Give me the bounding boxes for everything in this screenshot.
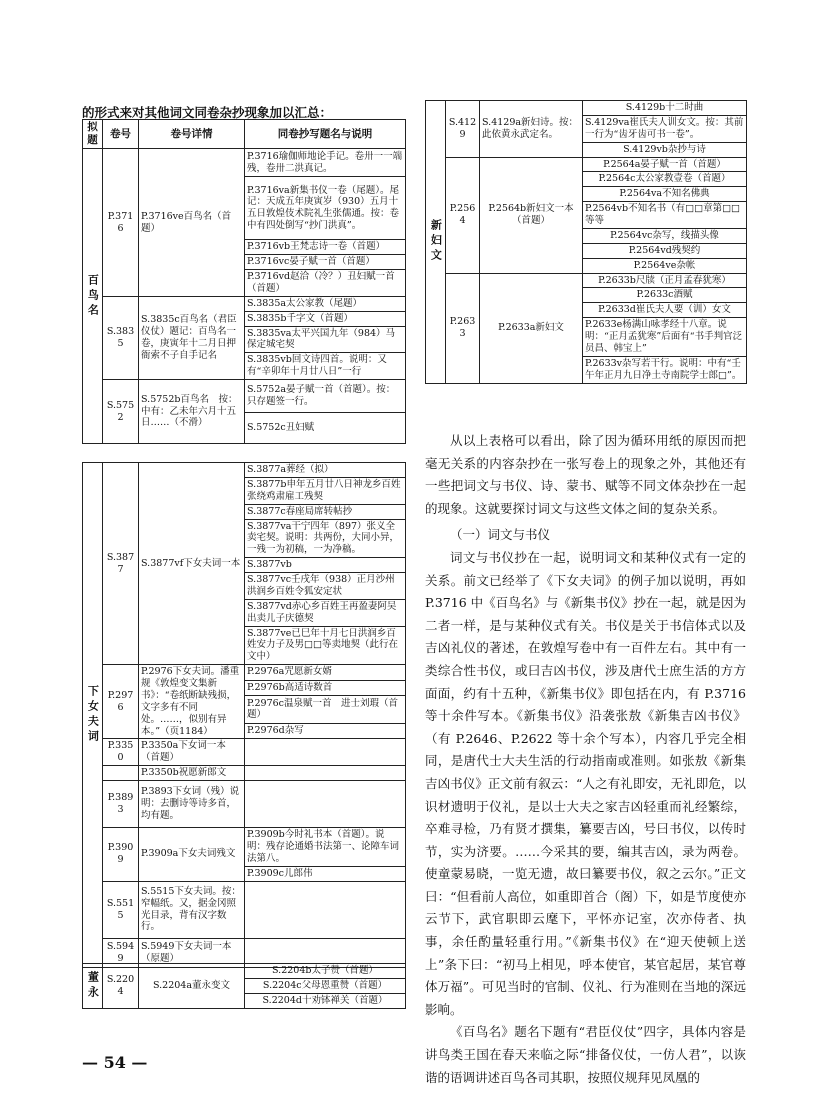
same-cell: P.3716瑜伽师地论手记。卷卅一一端残，卷卅二洪真记。 xyxy=(245,149,406,177)
detail-cell: P.2564b新妇文一本（首题） xyxy=(480,157,583,273)
same-cell: S.2204d十劝钵禅关（首题） xyxy=(245,993,406,1008)
header-volume: 卷号 xyxy=(103,120,139,149)
same-cell: S.5752c丑妇赋 xyxy=(245,413,406,444)
same-cell: S.4129b十二时曲 xyxy=(583,101,747,116)
same-cell: P.2564va不知名佛典 xyxy=(583,187,747,202)
section-heading: （一）词文与书仪 xyxy=(450,527,551,543)
same-cell: S.5752a晏子赋一首（首题）。按：只存题签一行。 xyxy=(245,380,406,413)
same-cell: P.2564vc杂写，线描头像 xyxy=(583,228,747,243)
detail-cell: P.3716ve百鸟名（首题） xyxy=(139,149,245,297)
same-cell: P.2976d杂写 xyxy=(245,723,406,739)
volume-cell: S.5515 xyxy=(103,881,139,938)
same-cell: P.3716vc晏子赋一首（首题） xyxy=(245,255,406,270)
same-cell-empty xyxy=(245,739,406,766)
same-cell: S.4129va崔氏夫人训女文。按：其前一行为“齿牙齿可书一卷”。 xyxy=(583,115,747,142)
same-cell: P.3716va新集书仪一卷（尾题）。尾记：天成五年庚寅岁（930）五月十五日敦煌伎术院礼生张儒通。按：卷中有四处倒写“抄门洪真”。 xyxy=(245,177,406,240)
paragraph: 《百鸟名》题名下题有“君臣仪仗”四字，具体内容是讲鸟类王国在春天来临之际“排备仪仗，一仿人君”，以诙谐的语调讲述百鸟各司其职，按照仪规拜见凤凰的 xyxy=(425,1024,746,1085)
volume-cell: S.2204 xyxy=(103,964,139,1009)
same-cell: P.3909c儿郎伟 xyxy=(245,866,406,881)
volume-cell: S.5752 xyxy=(103,380,139,444)
detail-cell: S.3877vf下女夫词一本 xyxy=(139,463,245,665)
same-cell: S.3877ve已巳年十月七日洪润乡百姓安力子及男□□等卖地契（此行在文中） xyxy=(245,626,406,665)
paragraph: 词文与书仪抄在一起，说明词文和某种仪式有一定的关系。前文已经举了《下女夫词》的例子加以说明，再如 P.3716 中《百鸟名》与《新集书仪》抄在一起，就是因为二者一样，是与某种仪式有关。书仪是关于书信体式以及吉凶礼仪的著述，在敦煌写卷中有一百件左右。其中有一类综合性书仪，或曰吉凶书仪，涉及唐代士庶生活的方方面面，约有十五种，《新集书仪》即包括在内，有 P.3716 等十余件写本。《新集书仪》沿袭张敖《新集吉凶书仪》（有 P.2646、P.2622 等十余个写本），内容几乎完全相同，是唐代士大夫生活的行动指南或准则。如张敖《新集吉凶书仪》正文前有叙云：“人之有礼即安，无礼即危，以识材遗明于仪礼，是以士大夫之家吉凶轻重而礼经繁综，卒难寻检，乃有贤才撰集，纂要吉凶，号曰书仪，以传时节，实为济要。……今采其的要，编其吉凶，录为两卷。使童蒙易晓，一览无遗，故曰纂要书仪，叙之云尔。”正文曰：“但看前人高位，如重即首合（阁）下，如是节度使亦云节下，武官职即云麾下，平怀亦记室，次亦侍者、执事，余任酌量轻重行用。”《新集书仪》在“迎天使顿上送上”条下曰：“初马上相见，呼本使官，某官起居，某官尊体万福”。可见当时的官制、仪礼、行为准则在当地的深远影响。 xyxy=(425,549,746,1017)
detail-cell: S.5949下女夫词一本（原题） xyxy=(139,938,245,967)
detail-cell: P.2633a新妇文 xyxy=(480,273,583,383)
volume-cell: P.2976 xyxy=(103,665,139,739)
same-cell: P.2633d崔氏夫人要（训）女文 xyxy=(583,303,747,318)
same-cell: S.3877va干宁四年（897）张义全卖宅契。说明：共两份，大同小异，一残一为初稿，一为净稿。 xyxy=(245,519,406,558)
body-text xyxy=(425,430,746,1089)
detail-cell: S.5752b百鸟名 按：中有：乙未年六月十五日……（不滑） xyxy=(139,380,245,444)
topic-xianvfuci: 下女夫词 xyxy=(83,463,103,968)
same-cell: S.3877a葬经（拟） xyxy=(245,463,406,478)
same-cell: P.2564a晏子赋一首（首题） xyxy=(583,157,747,172)
same-cell: S.3835a太公家教（尾题） xyxy=(245,296,406,311)
detail-cell: S.3835c百鸟名（君臣仪仗）题记：百鸟名一卷，庚寅年十二月日押衙索不子自手记名 xyxy=(139,296,245,379)
same-cell: P.2633e杨满山咏孝经十八章。说明：“正月孟犹寒”后面有“书手判官泛员昌、韩宝上” xyxy=(583,318,747,357)
page-number: — 54 — xyxy=(82,1053,148,1072)
same-cell: P.2564vd残契约 xyxy=(583,243,747,258)
detail-cell: P.3893下女词（残）说明：去删诗等诗多首，均有题。 xyxy=(139,781,245,828)
volume-cell: P.3716 xyxy=(103,149,139,297)
topic-xinfuwen: 新妇文 xyxy=(426,101,446,384)
same-cell: P.2633c酒赋 xyxy=(583,288,747,303)
detail-cell: P.3909a下女夫词残文 xyxy=(139,828,245,882)
same-cell: S.3835vb回文诗四首。说明：又有“辛卯年十月廿八日”一行 xyxy=(245,353,406,380)
same-cell: S.3835b千字文（首题） xyxy=(245,311,406,326)
same-cell: P.3909b今时礼书本（首题）。说明：残存论通婚书法第一、论障车词法第八。 xyxy=(245,828,406,867)
same-cell: P.2976a咒愿新女婿 xyxy=(245,665,406,680)
same-cell: S.2204b太子赞（首题） xyxy=(245,964,406,979)
same-cell: P.3716vd赵洽（冷？）丑妇赋一首（首题） xyxy=(245,270,406,297)
manuscript-table-left-2 xyxy=(82,462,406,968)
same-cell: P.2564c太公家教壹卷（首题） xyxy=(583,172,747,187)
same-cell: S.3877b申年五月廿八日神龙乡百姓张绕鸡肃雇工残契 xyxy=(245,477,406,504)
same-cell: P.2633v杂写若干行。说明：中有“壬午年正月九日净土寺南院学士郎□”。 xyxy=(583,356,747,383)
volume-cell: P.2564 xyxy=(446,157,480,273)
same-cell-empty xyxy=(245,881,406,938)
detail-cell: P.3350a下女词一本（首题） xyxy=(139,739,245,766)
topic-dongyong: 董永 xyxy=(83,964,103,1009)
paragraph: 从以上表格可以看出，除了因为循环用纸的原因而把毫无关系的内容杂抄在一张写卷上的现象之外，其他还有一些把词文与书仪、诗、蒙书、赋等不同文体杂抄在一起的现象。这就要探讨词文与这些文体之间的复杂关系。 xyxy=(425,433,746,516)
same-cell: P.2976c温泉赋一首 进士刘瑕（首题） xyxy=(245,696,406,724)
volume-cell: S.3877 xyxy=(103,463,139,665)
detail-cell: S.2204a董永变文 xyxy=(139,964,245,1009)
same-cell: S.3877c春座局席转帖抄 xyxy=(245,504,406,519)
topic-bainiaoming: 百鸟名 xyxy=(83,149,103,444)
same-cell: P.2564vb不知名书（有□□章第□□等等 xyxy=(583,202,747,229)
volume-cell: P.3350 xyxy=(103,739,139,766)
detail-cell: S.5515下女夫词。按：窄幅纸。又，据金冈照光目录，背有汉字数行。 xyxy=(139,881,245,938)
same-cell: S.2204c父母恩重赞（首题） xyxy=(245,978,406,993)
intro-text: 的形式来对其他词文同卷杂抄现象加以汇总： xyxy=(82,105,333,120)
detail-cell: P.2976下女夫词。潘重规《敦煌变文集新书》：“卷纸断缺残损，文字多有不同处。……，似别有异本。”（页1184） xyxy=(139,665,245,739)
volume-cell: S.5949 xyxy=(103,938,139,967)
same-cell: S.3835va太平兴国九年（984）马保定城宅契 xyxy=(245,326,406,353)
detail-cell: P.3350b祝愿新郎文 xyxy=(139,766,245,781)
header-topic: 拟题 xyxy=(83,120,103,149)
volume-cell: P.3909 xyxy=(103,828,139,882)
same-cell-empty xyxy=(245,766,406,781)
same-cell: S.3877vd赤心乡百姓王再盈妻阿吴出卖儿子庆德契 xyxy=(245,599,406,626)
same-cell: P.2633b尺牍（正月孟春犹寒） xyxy=(583,273,747,288)
manuscript-table-left xyxy=(82,119,406,444)
header-same: 同卷抄写题名与说明 xyxy=(245,120,406,149)
detail-cell: S.4129a新妇诗。按：此依黄永武定名。 xyxy=(480,101,583,158)
manuscript-table-left-3 xyxy=(82,963,406,1009)
volume-cell: P.3893 xyxy=(103,781,139,828)
volume-cell: P.2633 xyxy=(446,273,480,383)
same-cell-empty xyxy=(245,781,406,828)
same-cell: S.3877vb xyxy=(245,558,406,573)
volume-cell: S.3835 xyxy=(103,296,139,379)
same-cell: P.2976b高适诗数首 xyxy=(245,680,406,695)
same-cell: P.3716vb王梵志诗一卷（首题） xyxy=(245,240,406,255)
manuscript-table-right xyxy=(425,100,747,384)
same-cell: S.3877vc壬戌年（938）正月沙州洪润乡百姓令狐安定状 xyxy=(245,573,406,600)
same-cell: S.4129vb杂抄与诗 xyxy=(583,142,747,157)
same-cell: P.2564ve杂帐 xyxy=(583,258,747,273)
volume-cell: S.4129 xyxy=(446,101,480,158)
header-detail: 卷号详情 xyxy=(139,120,245,149)
